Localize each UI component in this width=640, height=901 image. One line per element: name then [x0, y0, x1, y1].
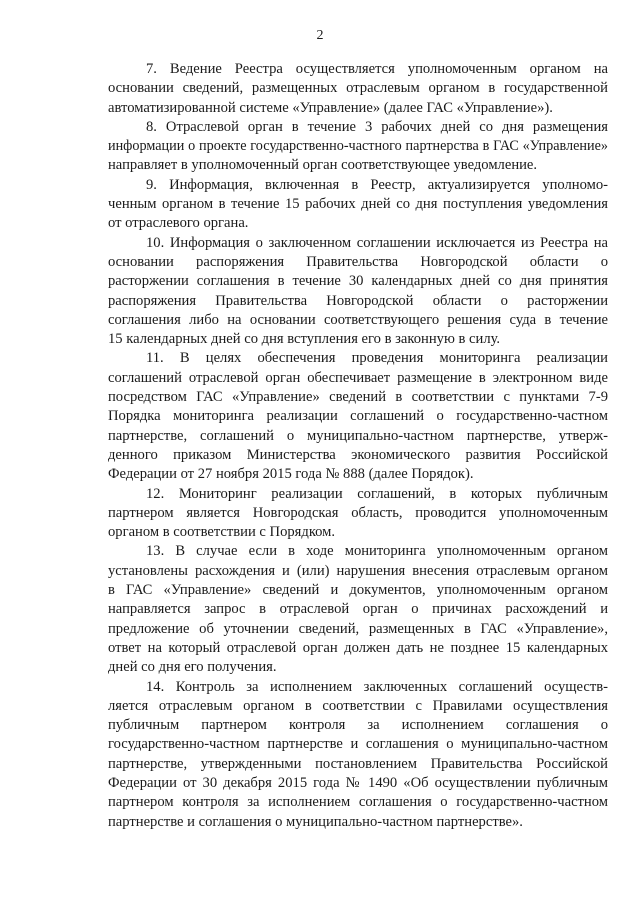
paragraph-line: от отраслевого органа.	[108, 215, 249, 232]
paragraph-1	[108, 60, 608, 118]
paragraph-line: 11. В целях обеспечения проведения мониторинга реализации	[146, 350, 608, 367]
paragraph-line: Федерации от 27 ноября 2015 года № 888 (далее Порядок).	[108, 466, 474, 483]
paragraph-line: дней со дня его получения.	[108, 659, 277, 676]
paragraph-line: денного приказом Министерства экономического развития Российской	[108, 446, 608, 463]
paragraph-line: 13. В случае если в ходе мониторинга уполномоченным органом	[146, 543, 608, 560]
paragraph-line: автоматизированной системе «Управление» (далее ГАС «Управление»).	[108, 99, 553, 116]
paragraph-line: установлены расхождения и (или) нарушения внесения отраслевым органом	[108, 562, 608, 579]
paragraph-line: направляет в уполномоченный орган соответствующее уведомление.	[108, 157, 538, 174]
paragraph-line: направляется запрос в отраслевой орган о причинах расхождений и	[108, 601, 608, 618]
paragraph-line: 12. Мониторинг реализации соглашений, в которых публичным	[146, 485, 608, 502]
paragraph-2	[108, 118, 608, 176]
paragraph-line: соглашений отраслевой орган обеспечивает размещение в электронном виде	[108, 369, 608, 386]
paragraph-line: публичным партнером контроля за исполнением соглашения о	[108, 717, 608, 734]
paragraph-line: основании сведений, размещенных отраслевым органом в государственной	[108, 80, 608, 97]
paragraph-line: 7. Ведение Реестра осуществляется уполномоченным органом на	[146, 61, 608, 77]
document-body	[108, 60, 608, 832]
paragraph-line: 10. Информация о заключенном соглашении исключается из Реестра на	[146, 234, 608, 251]
paragraph-line: 15 календарных дней со дня вступления его в законную в силу.	[108, 331, 501, 348]
page-number: 2	[316, 28, 324, 43]
paragraph-line: 8. Отраслевой орган в течение 3 рабочих дней со дня размещения	[146, 118, 608, 135]
paragraph-line: партнером является Новгородская область, проводится уполномоченным	[108, 504, 608, 521]
paragraph-line: в ГАС «Управление» сведений и документов, уполномоченным органом	[108, 582, 608, 599]
paragraph-5	[108, 349, 608, 484]
paragraph-line: партнерстве, соглашений о муниципально-частном партнерстве, утверж-	[108, 427, 608, 444]
paragraph-line: предложение об уточнении сведений, размещенных в ГАС «Управление»,	[108, 620, 608, 637]
paragraph-line: государственно-частном партнерстве и соглашения о муниципально-частном	[108, 736, 608, 753]
paragraph-line: ляется отраслевым органом в соответствии с Правилами осуществления	[108, 697, 608, 714]
paragraph-line: распоряжения Правительства Новгородской области о расторжении	[108, 292, 608, 309]
paragraph-line: ченным органом в течение 15 рабочих дней со дня поступления уведомления	[108, 196, 608, 213]
paragraph-line: Порядка мониторинга реализации соглашений о государственно-частном	[108, 408, 608, 425]
paragraph-line: партнерстве, утвержденными постановлением Правительства Российской	[108, 755, 608, 772]
paragraph-line: основании распоряжения Правительства Новгородской области о	[108, 253, 608, 270]
paragraph-line: 14. Контроль за исполнением заключенных соглашений осуществ-	[146, 678, 608, 695]
paragraph-7	[108, 542, 608, 677]
paragraph-line: посредством ГАС «Управление» сведений в соответствии с пунктами 7-9	[108, 389, 608, 406]
paragraph-line: ответ на который отраслевой орган должен дать не позднее 15 календарных	[108, 639, 608, 656]
paragraph-line: информации о проекте государственно-частного партнерства в ГАС «Управление»	[108, 138, 608, 155]
paragraph-line: 9. Информация, включенная в Реестр, актуализируется уполномо-	[146, 176, 608, 193]
paragraph-line: органом в соответствии с Порядком.	[108, 524, 336, 541]
paragraph-line: Федерации от 30 декабря 2015 года № 1490 «Об осуществлении публичным	[108, 774, 608, 791]
paragraph-3	[108, 176, 608, 234]
paragraph-line: соглашения либо на основании соответствующего решения суда в течение	[108, 311, 608, 328]
paragraph-line: партнером контроля за исполнением соглашения о государственно-частном	[108, 794, 608, 811]
paragraph-8	[108, 678, 608, 832]
paragraph-6	[108, 485, 608, 543]
paragraph-4	[108, 234, 608, 350]
paragraph-line: партнерстве и соглашения о муниципально-частном партнерстве».	[108, 813, 523, 830]
paragraph-line: расторжении соглашения в течение 30 календарных дней со дня принятия	[108, 273, 608, 290]
